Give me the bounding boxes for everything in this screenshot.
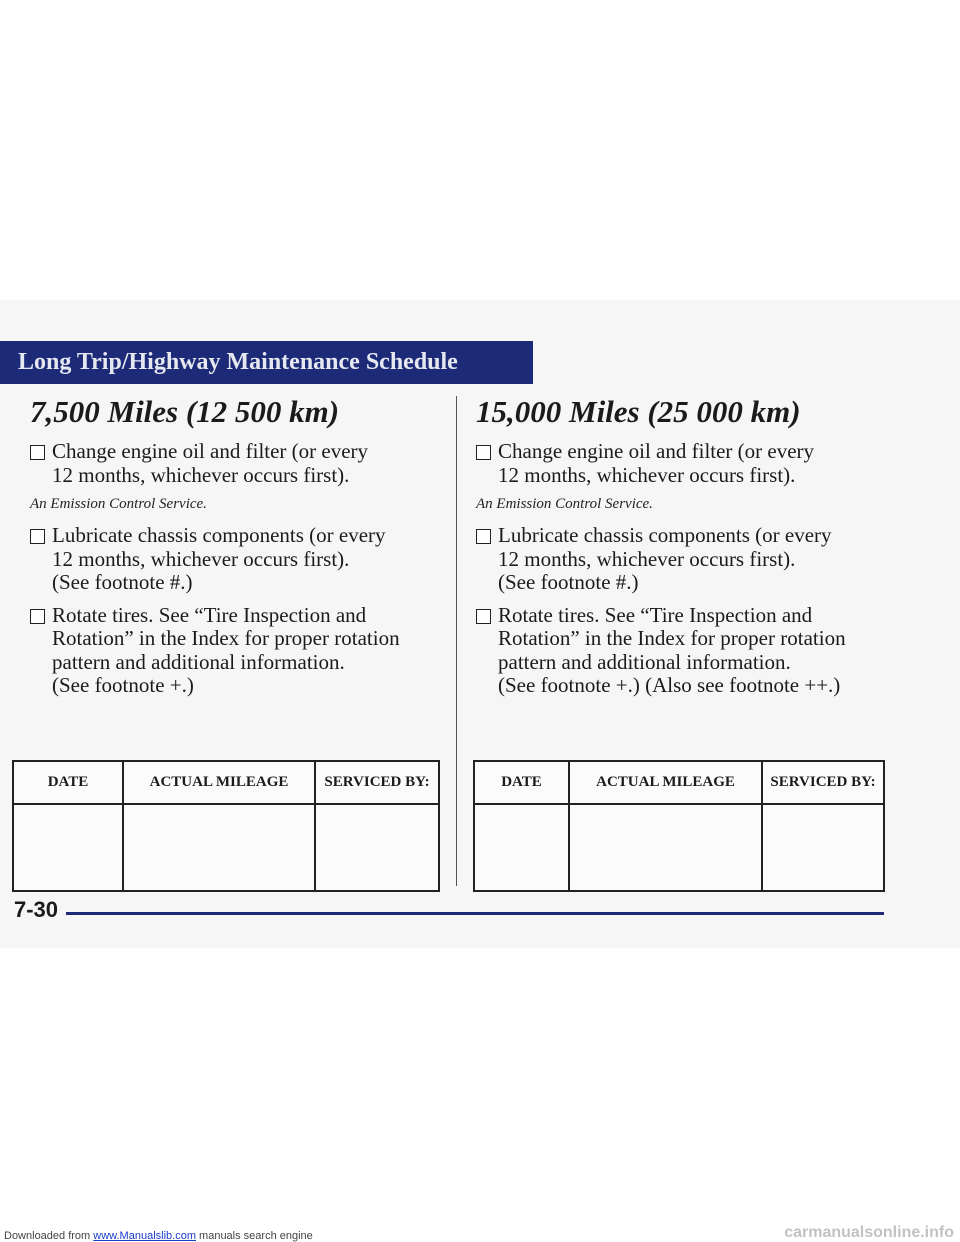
- credit-prefix: Downloaded from: [4, 1230, 94, 1242]
- serviced-by-header: SERVICED BY:: [770, 774, 876, 790]
- interval-7500-column: [30, 392, 440, 698]
- interval-title: 15,000 Miles (25 000 km): [476, 394, 801, 429]
- task-lubricate-chassis: [30, 524, 440, 595]
- serviced-by-header: SERVICED BY:: [324, 774, 430, 790]
- task-lubricate-chassis: [476, 524, 896, 595]
- task-rotate-tires: [476, 604, 896, 698]
- table-row: [14, 805, 438, 890]
- table-header-row: [14, 762, 438, 805]
- manualslib-link[interactable]: www.Manualslib.com: [93, 1230, 196, 1242]
- task-change-oil: [30, 440, 440, 487]
- task-text: Change engine oil and filter (or every 12 months, whichever occurs first).: [498, 439, 815, 487]
- section-header-title: Long Trip/Highway Maintenance Schedule: [18, 349, 458, 375]
- mileage-entry-cell[interactable]: [570, 805, 763, 890]
- checkbox-icon[interactable]: [476, 609, 491, 624]
- checkbox-icon[interactable]: [476, 529, 491, 544]
- task-rotate-tires: [30, 604, 440, 698]
- service-log-table-7500: [12, 760, 440, 892]
- serviced-by-entry-cell[interactable]: [316, 805, 438, 890]
- credit-suffix: manuals search engine: [195, 1230, 313, 1242]
- column-divider: [456, 396, 457, 886]
- interval-title: 7,500 Miles (12 500 km): [30, 394, 340, 429]
- task-text: Rotate tires. See “Tire Inspection and Rotation” in the Index for proper rotation pattern and additional information. (See footnote +.): [52, 602, 400, 697]
- checkbox-icon[interactable]: [30, 529, 45, 544]
- serviced-by-entry-cell[interactable]: [763, 805, 883, 890]
- site-credit: [4, 1230, 313, 1242]
- task-change-oil: [476, 440, 896, 487]
- checkbox-icon[interactable]: [476, 445, 491, 460]
- task-text: Rotate tires. See “Tire Inspection and Rotation” in the Index for proper rotation pattern and additional information. (See footnote +.) (Also see footnote ++.): [498, 602, 846, 697]
- actual-mileage-header: ACTUAL MILEAGE: [124, 762, 316, 803]
- date-header: DATE: [14, 762, 124, 803]
- task-text: Lubricate chassis components (or every 12 months, whichever occurs first). (See footnote #.): [52, 523, 386, 594]
- date-header: DATE: [475, 762, 570, 803]
- table-header-row: [475, 762, 883, 805]
- date-entry-cell[interactable]: [14, 805, 124, 890]
- footer-rule: [66, 912, 884, 915]
- checkbox-icon[interactable]: [30, 445, 45, 460]
- task-text: Change engine oil and filter (or every 12 months, whichever occurs first).: [52, 439, 369, 487]
- date-entry-cell[interactable]: [475, 805, 570, 890]
- checkbox-icon[interactable]: [30, 609, 45, 624]
- page-number: 7-30: [14, 897, 59, 922]
- mileage-entry-cell[interactable]: [124, 805, 316, 890]
- watermark: carmanualsonline.info: [784, 1224, 954, 1241]
- actual-mileage-header: ACTUAL MILEAGE: [570, 762, 763, 803]
- emission-note: An Emission Control Service.: [30, 496, 207, 512]
- table-row: [475, 805, 883, 890]
- interval-15000-column: [476, 392, 896, 698]
- service-log-table-15000: [473, 760, 885, 892]
- task-text: Lubricate chassis components (or every 12 months, whichever occurs first). (See footnote #.): [498, 523, 832, 594]
- emission-note: An Emission Control Service.: [476, 496, 653, 512]
